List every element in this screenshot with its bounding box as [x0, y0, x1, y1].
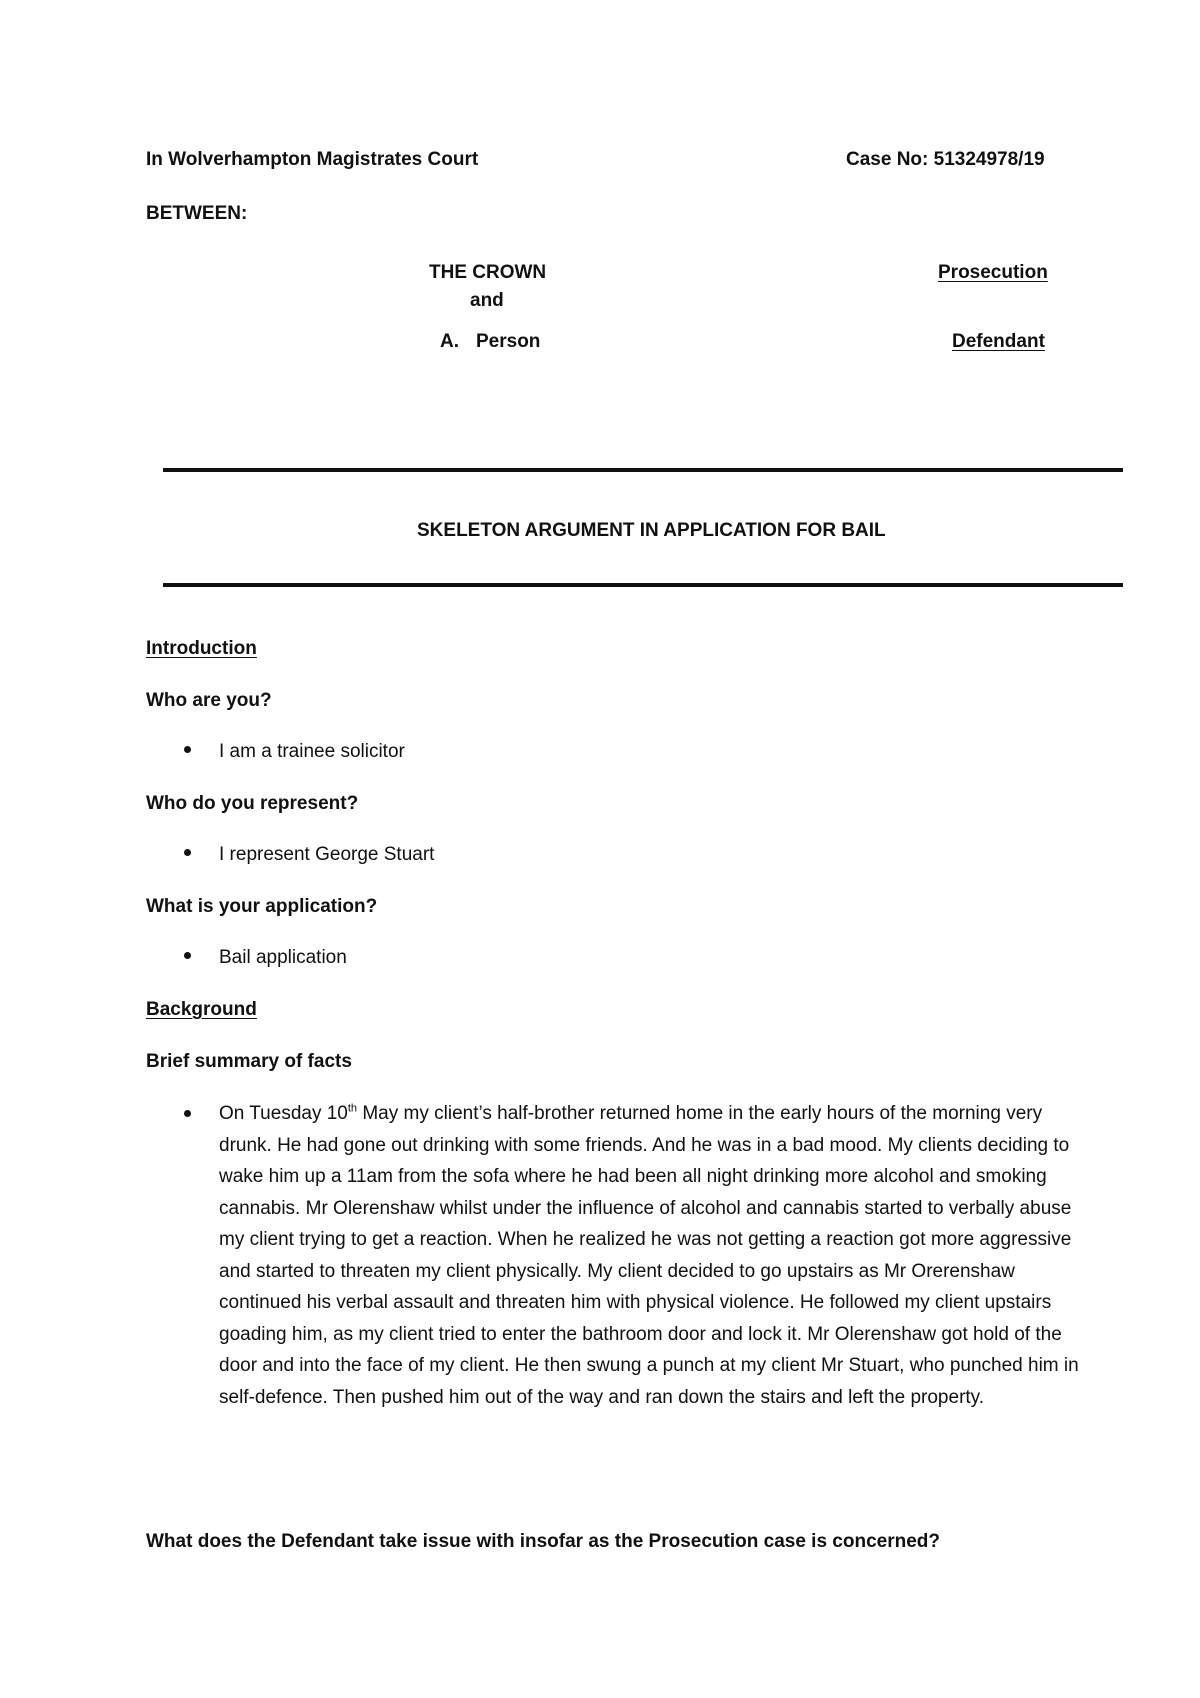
- bottom-rule: [163, 583, 1123, 587]
- facts-start: On Tuesday 10: [219, 1103, 348, 1124]
- court-name: In Wolverhampton Magistrates Court: [146, 149, 479, 170]
- case-number: Case No: 51324978/19: [846, 149, 1045, 170]
- party-person: Person: [476, 331, 541, 352]
- top-rule: [163, 468, 1123, 472]
- background-heading: Background: [146, 999, 257, 1020]
- facts-rest: May my client’s half-brother returned home in the early hours of the morning very drunk. He had gone out drinking with some friends. And he was in a bad mood. My clients deciding to wake him up a 11am from the sofa where he had been all night drinking more alcohol and smoking cannabis. Mr Olerenshaw whilst under the influence of alcohol and cannabis started to verbally abuse my client trying to get a reaction. When he realized he was not getting a reaction got more aggressive and started to threaten my client physically. My client decided to go upstairs as Mr Orerenshaw continued his verbal assault and threaten him with physical violence. He followed my client upstairs goading him, as my client tried to enter the bathroom door and lock it. Mr Olerenshaw got hold of the door and into the face of my client. He then swung a punch at my client Mr Stuart, who punched him in self-defence. Then pushed him out of the way and ran down the stairs and left the property.: [219, 1103, 1079, 1408]
- role-defendant: Defendant: [952, 331, 1045, 352]
- bullet-icon: [184, 746, 191, 753]
- introduction-heading: Introduction: [146, 638, 257, 659]
- and-label: and: [470, 290, 504, 311]
- defendant-issue-question: What does the Defendant take issue with insofar as the Prosecution case is concerned?: [146, 1531, 940, 1552]
- bullet-icon: [184, 1110, 191, 1117]
- answer-application: Bail application: [219, 947, 347, 968]
- answer-who-are-you: I am a trainee solicitor: [219, 741, 405, 762]
- question-who-are-you: Who are you?: [146, 690, 272, 711]
- role-prosecution: Prosecution: [938, 262, 1048, 283]
- party-crown: THE CROWN: [429, 262, 547, 283]
- question-application: What is your application?: [146, 896, 378, 917]
- bullet-icon: [184, 849, 191, 856]
- question-who-represent: Who do you represent?: [146, 793, 359, 814]
- document-title: SKELETON ARGUMENT IN APPLICATION FOR BAIL: [417, 520, 886, 541]
- summary-subheading: Brief summary of facts: [146, 1051, 352, 1072]
- answer-who-represent: I represent George Stuart: [219, 844, 435, 865]
- bullet-icon: [184, 952, 191, 959]
- person-prefix: A.: [440, 331, 459, 352]
- facts-sup: th: [347, 1102, 358, 1115]
- between-label: BETWEEN:: [146, 203, 248, 224]
- facts-paragraph: [219, 1098, 1079, 1413]
